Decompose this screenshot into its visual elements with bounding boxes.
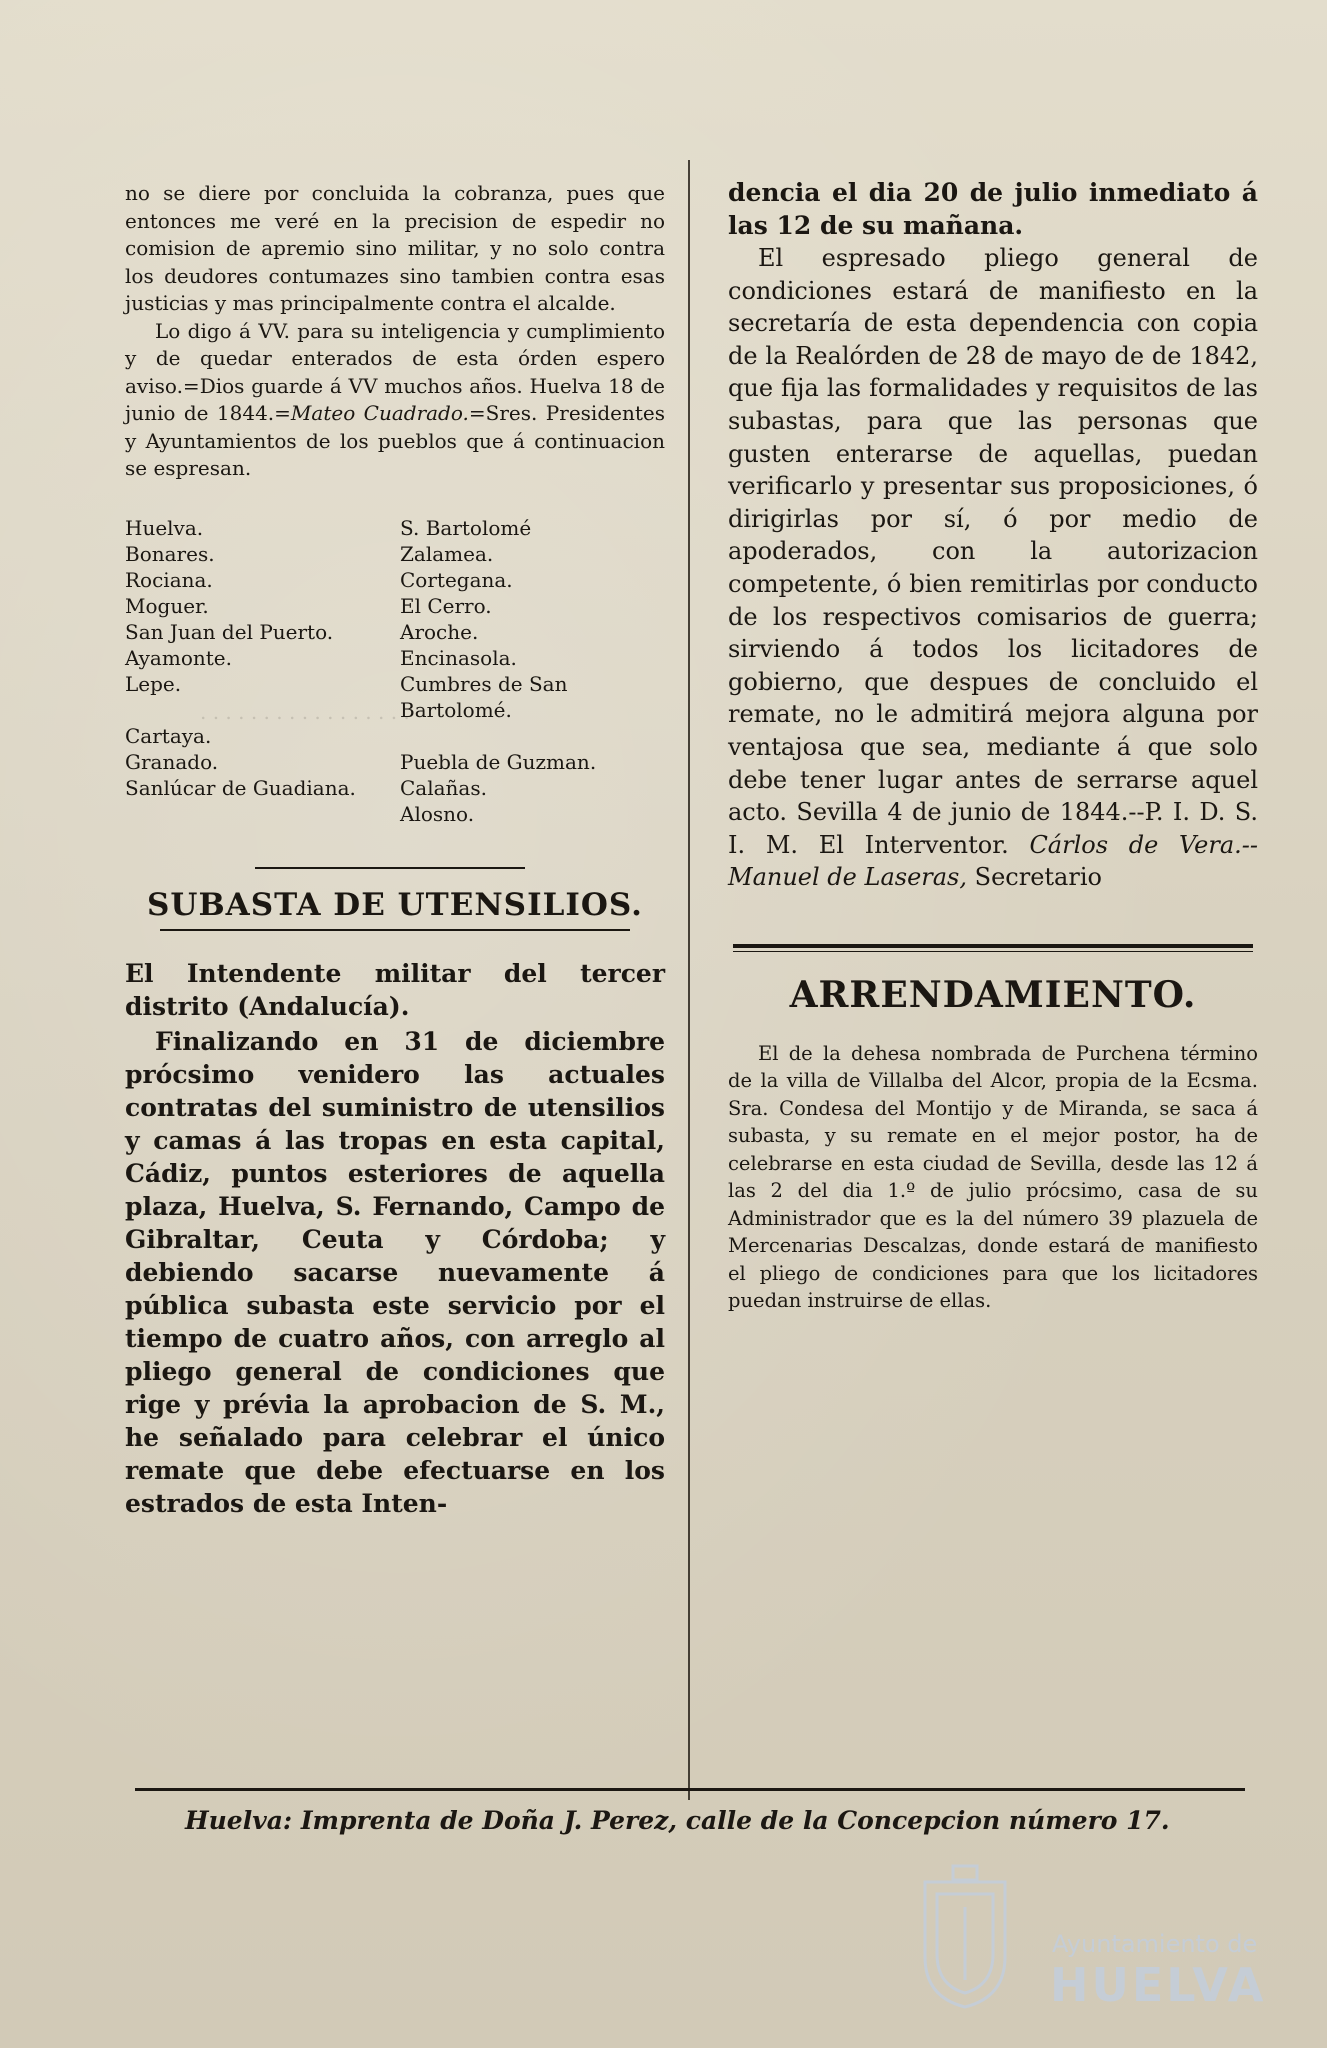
pliego-paragraph: [728, 242, 1258, 894]
town-right: Calañas.: [400, 775, 487, 800]
town-row: [125, 749, 665, 775]
town-left: Moguer.: [125, 593, 209, 618]
town-right: Zalamea.: [400, 541, 494, 566]
subasta-heading: SUBASTA DE UTENSILIOS.: [147, 886, 643, 923]
town-right: Cumbres de San Bartolomé.: [400, 671, 568, 722]
continuation-paragraph: dencia el dia 20 de julio inmediato á las 12 de su mañana.: [728, 178, 1258, 240]
arrendamiento-heading: ARRENDAMIENTO.: [789, 973, 1197, 1016]
town-row: [125, 567, 665, 593]
town-left: Granado.: [125, 749, 219, 774]
town-right: S. Bartolomé: [400, 515, 532, 540]
right-column: [728, 176, 1258, 1315]
town-table: [125, 515, 665, 827]
town-row: [125, 723, 665, 749]
letter-paragraph: [125, 318, 665, 483]
signature-name: =Mateo Cuadrado.: [274, 401, 469, 425]
left-column: [125, 180, 665, 1520]
letter-text: Lo digo á VV. para su inteligencia y cumplimiento y de quedar enterados de esta órden espero aviso.=Dios guarde á VV muchos años. Huelva 18 de junio de 1844.: [125, 318, 665, 425]
town-left: Sanlúcar de Guadiana.: [125, 775, 356, 800]
town-right: El Cerro.: [400, 593, 492, 618]
arrendamiento-paragraph: El de la dehesa nombrada de Purchena término de la villa de Villalba del Alcor, propia de la Ecsma. Sra. Condesa del Montijo y de Miranda, se saca á subasta, y su remate en el mejor postor, ha de celebrarse en esta ciudad de Sevilla, desde las 12 á las 2 del dia 1.º de julio prócsimo, casa de su Administrador que es la del número 39 plazuela de Mercenarias Descalzas, donde estará de manifiesto el pliego de condiciones para que los licitadores puedan instruirse de ellas.: [728, 1041, 1258, 1313]
town-right: Encinasola.: [400, 645, 517, 670]
town-right: Puebla de Guzman.: [400, 749, 597, 774]
town-row: [125, 775, 665, 801]
city-shield-icon: [915, 1862, 1015, 2012]
town-left: Ayamonte.: [125, 645, 232, 670]
pliego-text: El espresado pliego general de condiciones estará de manifiesto en la secretaría de esta dependencia con copia de la Realórden de 28 de mayo de de 1842, que fija las formalidades y requisitos de las subastas, para que las personas que gusten enterarse de aquellas, puedan verificarlo y presentar sus proposiciones, ó dirigirlas por sí, ó por medio de apoderados, con la autorizacion competente, ó bien remitirlas por conducto de los respectivos comisarios de guerra; sirviendo á todos los licitadores de gobierno, que despues de concluido el remate, no le admitirá mejora alguna por ventajosa que sea, mediante á que solo debe tener lugar antes de serrarse aquel acto. Sevilla 4 de junio de 1844.--P. I. D. S. I. M. El Interventor.: [728, 244, 1258, 859]
section-rule-thin: [733, 951, 1253, 952]
section-rule: [255, 867, 525, 869]
watermark-line2: HUELVA: [1050, 1958, 1267, 2012]
column-divider: [688, 160, 690, 1800]
town-row: [125, 593, 665, 619]
signer-one: Cárlos de Vera.: [1029, 830, 1242, 859]
town-row: [125, 515, 665, 541]
heading-rule: [160, 929, 630, 931]
signer-role: Secretario: [974, 863, 1102, 892]
town-right: Aroche.: [400, 619, 479, 644]
town-right: Cortegana.: [400, 567, 513, 592]
town-row: [125, 541, 665, 567]
intendente-line: El Intendente militar del tercer distrito (Andalucía).: [125, 958, 665, 1021]
town-list: [125, 515, 665, 827]
bleed-through-text: . . . . . . . . . . . . . . . . .: [200, 700, 410, 724]
town-row: [125, 801, 665, 827]
section-rule-thick: [733, 944, 1253, 948]
town-left: Bonares.: [125, 541, 215, 566]
town-row: [125, 619, 665, 645]
town-right: [400, 723, 665, 749]
town-row: [125, 645, 665, 671]
town-row: [125, 671, 665, 723]
town-left: [125, 801, 400, 827]
recipients-text: =Sres. Presidentes y Ayuntamientos de los pueblos que á continuacion se espresan.: [125, 401, 665, 480]
town-left: Cartaya.: [125, 723, 212, 748]
watermark-line1: Ayuntamiento de: [1052, 1930, 1258, 1958]
town-left: Rociana.: [125, 567, 213, 592]
town-left: Lepe.: [125, 671, 182, 696]
town-left: San Juan del Puerto.: [125, 619, 334, 644]
footer-imprint: Huelva: Imprenta de Doña J. Perez, calle de la Concepcion número 17.: [185, 1806, 1170, 1835]
footer-rule: [135, 1788, 1245, 1791]
town-right: Alosno.: [400, 801, 475, 826]
town-left: Huelva.: [125, 515, 204, 540]
subasta-paragraph: Finalizando en 31 de diciembre prócsimo venidero las actuales contratas del suministro de utensilios y camas á las tropas en esta capital, Cádiz, puntos esteriores de aquella plaza, Huelva, S. Fernando, Campo de Gibraltar, Ceuta y Córdoba; y debiendo sacarse nuevamente á pública subasta este servicio por el tiempo de cuatro años, con arreglo al pliego general de condiciones que rige y prévia la aprobacion de S. M., he señalado para celebrar el único remate que debe efectuarse en los estrados de esta Inten-: [125, 1026, 665, 1518]
signer-two: --Manuel de Laseras,: [728, 830, 1258, 892]
intro-paragraph: no se diere por concluida la cobranza, pues que entonces me veré en la precision de espedir no comision de apremio sino militar, y no solo contra los deudores contumazes sino tambien contra esas justicias y mas principalmente contra el alcalde.: [125, 181, 665, 315]
